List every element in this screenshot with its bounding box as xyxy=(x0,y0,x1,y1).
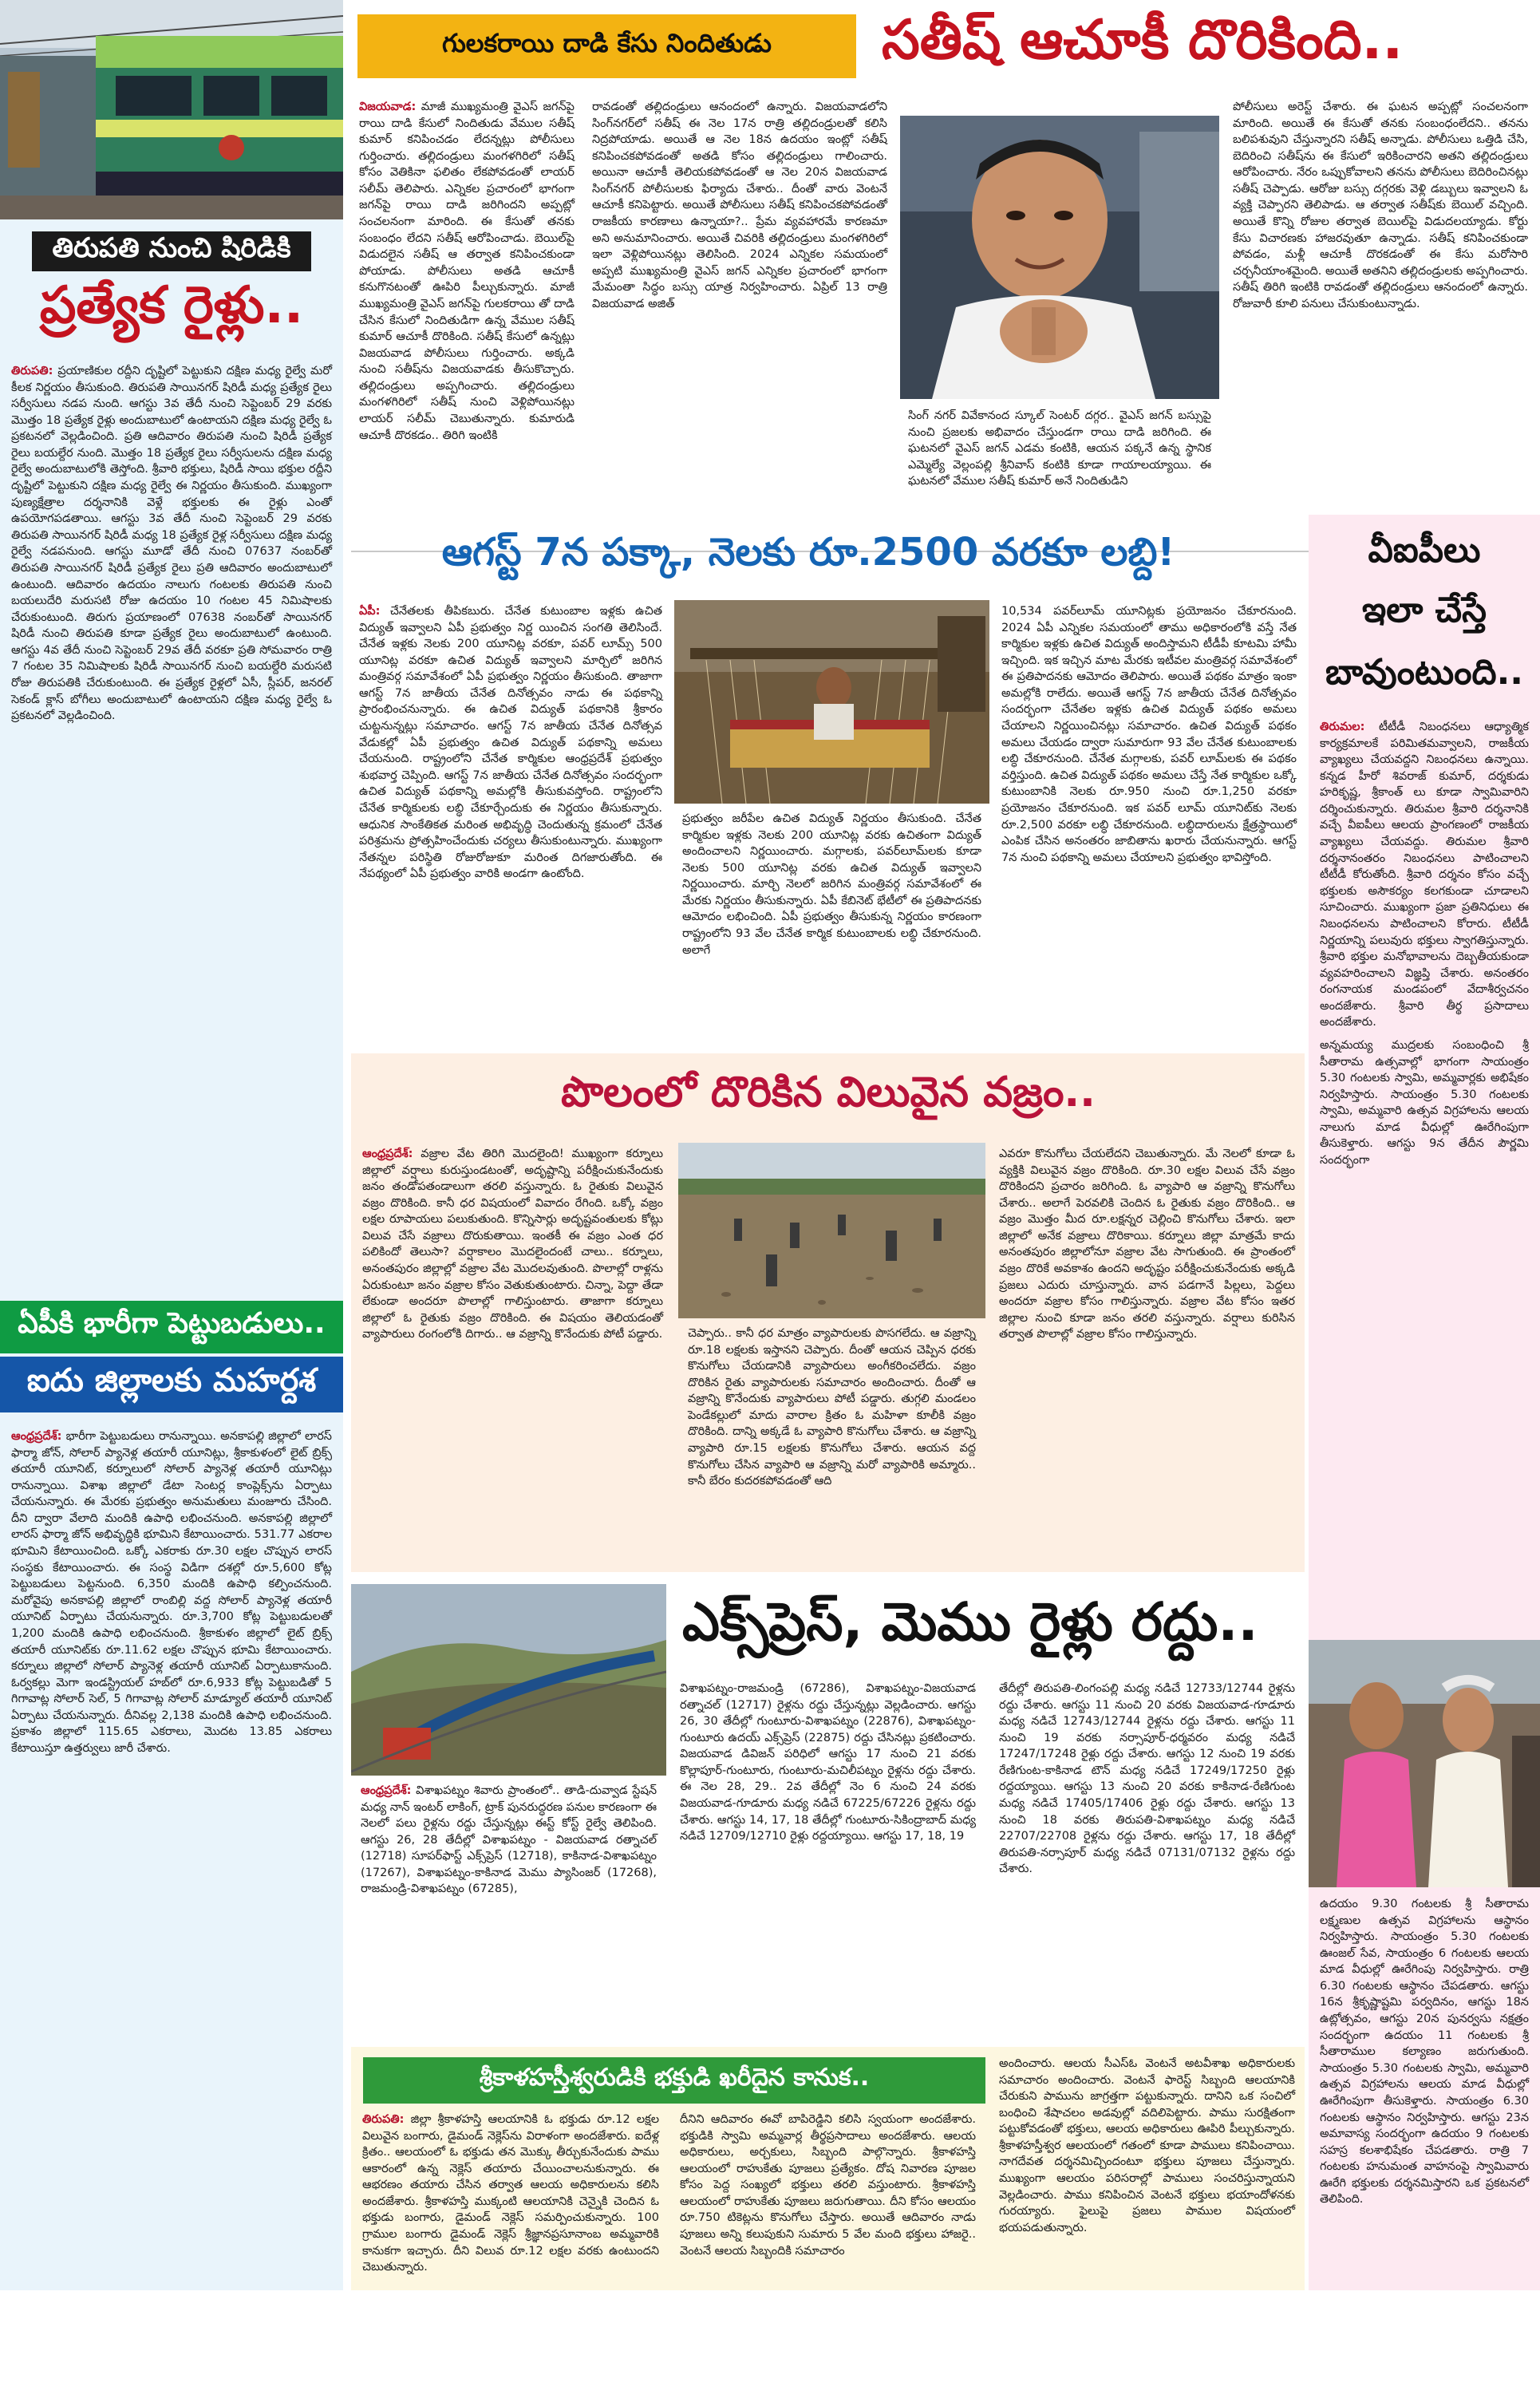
article-text: చెప్పారు.. కానీ ధర మాత్రం వ్యాపారులకు పొసగలేదు. ఆ వజ్రాన్ని రూ.18 లక్షలకు ఇస్తానని చెప్పారు. దీంతో ఆయన చెప్పిన ధరకు కొనుగోలు చేయడానికి వ్యాపారులు అంగీకరించలేదు. వజ్రం దొరికిన రైతు వ్యాపారులకు సమాచారం అందించారు. దీంతో ఆ వజ్రాన్ని కొనేందుకు వ్యాపారులు పోటీ పడ్డారు. తుగ్గలి మండలం పెండేకల్లులో మాదు వారాల క్రితం ఓ మహిళా కూలీకి వజ్రం దొరికింది. దాన్ని అక్కడే ఓ వ్యాపారి కొనుగోలు చేశారు. ఆ వజ్రాన్ని వ్యాపారి రూ.15 లక్షలకు కొనుగోలు చేశారు. ఆయన వద్ద కొనుగోలు చేసిన వ్యాపారి ఆ వజ్రాన్ని మరో వ్యాపారికి అమ్మారు.. కానీ బేరం కుదరకపోవడంతో ఆది xyxy=(688,1327,976,1488)
vip-headline-2: ఇలా చేస్తే xyxy=(1361,590,1487,630)
article-text: అందించారు. ఆలయ సీఎస్‌ఓ వెంటనే అటవీశాఖ అధికారులకు సమాచారం అందించారు. వెంటనే ఫారెస్ట్ సిబ్బంది ఆలయానికి చేరుకుని పామును జాగ్రత్తగా పట్టుకున్నారు. దానిని ఒక సంచిలో బంధించి శేషాచలం అడవుల్లో వదిలిపెట్టారు. పాము సురక్షితంగా పట్టుకోవడంతో భక్తులు, ఆలయ అధికారులు ఊపిరి పీల్చుకున్నారు. శ్రీకాళహస్తీశ్వర ఆలయంలో గతంలో కూడా పాములు కనిపించాయి. నాగదేవత దర్శనమిచ్చిందంటూ భక్తులు పూజలు చేస్తున్నారు. ముఖ్యంగా ఆలయం పరిసరాల్లో పాములు సంచరిస్తున్నాయని వెల్లడించారు. పాము కనిపించిన వెంటనే భక్తులు భయాందోళనకు గురయ్యారు. ఫైలుపై ప్రజలు పాముల విషయంలో భయపడుతున్నారు. xyxy=(999,2057,1295,2234)
article-text: సింగ్ నగర్ వివేకానంద స్కూల్ సెంటర్ దగ్గర.. వైఎస్ జగన్ బస్సుపై నుంచి ప్రజలకు అభివాదం చేస్తుండగా రాయి దాడి జరిగింది. ఈ ఘటనలో వైఎస్ జగన్ ఎడమ కంటికి, ఆయన పక్కనే ఉన్న స్థానిక ఎమ్మెల్యే వెల్లంపల్లి శ్రీనివాస్ కంటికి కూడా గాయాలయ్యాయి. ఈ ఘటనలో వేముల సతీష్ కుమార్ అనే నిందితుడిని xyxy=(908,409,1211,488)
article-text: ప్రభుత్వం జరీపేల ఉచిత విద్యుత్ నిర్ణయం తీసుకుంది. చేనేత కార్మికుల ఇళ్లకు నెలకు 200 యూనిట్ల వరకు ఉచితంగా విద్యుత్ అందించాలని నిర్ణయించారు. మగ్గాలకు, పవర్‌లూమ్‌లకు కూడా నెలకు 500 యూనిట్ల వరకు ఉచిత విద్యుత్ ఇవ్వాలని నిర్ణయించారు. మార్చి నెలలో జరిగిన మంత్రివర్గ సమావేశంలో ఈ మేరకు నిర్ణయం తీసుకున్నారు. ఏపీ కేబినెట్ భేటీలో ఈ ప్రతిపాదనకు ఆమోదం లభించింది. ఏపీ ప్రభుత్వం తీసుకున్న నిర్ణయం కారణంగా రాష్ట్రంలోని 93 వేల చేనేత కార్మిక కుటుంబాలకు లబ్ధి చేకూరనుంది. అలాగే xyxy=(682,812,981,957)
article-text: విశాఖపట్నం శివారు ప్రాంతంలో.. తాడి-దువ్వాడ స్టేషన్ మధ్య నాన్ ఇంటర్ లాకింగ్, ట్రాక్ పునరుద్ధరణ పనుల కారణంగా ఈ నెలలో పలు రైళ్లను రద్దు చేస్తున్నట్లు ఈస్ట్ కోస్ట్ రైల్వే తెలిపింది. ఆగస్టు 26, 28 తేదీల్లో విశాఖపట్నం - విజయవాడ రత్నాచల్ (12718) సూపర్‌ఫాస్ట్ ఎక్స్‌ప్రెస్ (12718), కాకినాడ-విశాఖపట్నం (17267), విశాఖపట్నం-కాకినాడ మెము ప్యాసింజర్ (17268), రాజమండ్రి-విశాఖపట్నం (67285), xyxy=(361,1784,657,1896)
train-photo xyxy=(0,0,343,219)
handloom-col-1 xyxy=(351,599,670,1045)
srikalahasti-col-2 xyxy=(670,2107,985,2290)
article-text: ఉదయం 9.30 గంటలకు శ్రీ సీతారామ లక్ష్మణుల ఉత్సవ విగ్రహాలను ఆస్థానం నిర్వహిస్తారు. సాయంత్రం 5.30 గంటలకు ఊంజల్ సేవ, సాయంత్రం 6 గంటలకు ఆలయ మాడ వీధుల్లో ఊరేగింపు నిర్వహిస్తారు. రాత్రి 6.30 గంటలకు ఆస్థానం చేపడతారు. ఆగస్టు 16న శ్రీకృష్ణాష్టమి పర్వదినం, ఆగస్టు 18న ఉట్లోత్సవం, ఆగస్టు 20న పునర్వసు నక్షత్రం సందర్భంగా ఉదయం 11 గంటలకు శ్రీ సీతారాముల కల్యాణం జరుగుతుంది. సాయంత్రం 5.30 గంటలకు స్వామి, అమ్మవారి ఉత్సవ విగ్రహాలను ఆలయ మాడ వీధుల్లో ఊరేగింపుగా తీసుకెళ్తారు. సాయంత్రం 6.30 గంటలకు ఆస్థానం నిర్వహిస్తారు. ఆగస్టు 23న అమావాస్య సందర్భంగా ఉదయం 9 గంటలకు సహస్ర కలశాభిషేకం చేపడతారు. రాత్రి 7 గంటలకు హనుమంత వాహనంపై స్వామివారు ఊరేగి భక్తులకు దర్శనమిస్తారని ఒక ప్రకటనలో తెలిపింది. xyxy=(1320,1898,1529,2206)
article-text: టీటీడీ నిబంధనలు ఆధ్యాత్మిక కార్యక్రమాలకే పరిమితమవ్వాలని, రాజకీయ వ్యాఖ్యలు చేయవద్దని నిబంధనలు ఉన్నాయి. కన్నడ హీరో శివరాజ్ కుమార్, దర్శకుడు హరికృష్ణ, శ్రీకాంత్ లు కూడా స్వామివారిని దర్శించుకున్నారు. తిరుమల శ్రీవారి దర్శనానికి వచ్చే వీఐపీలు ఆలయ ప్రాంగణంలో రాజకీయ వ్యాఖ్యలు చేయవద్దు. తిరుమల శ్రీవారి దర్శనానంతరం నిబంధనలు పాటించాలని టీటీడీ కోరుతోంది. శ్రీవారి దర్శనం కోసం వచ్చే భక్తులకు అసౌకర్యం కలగకుండా చూడాలని సూచించారు. ముఖ్యంగా ప్రజా ప్రతినిధులు ఈ నిబంధనలను పాటించాలని కోరారు. టీటీడీ నిర్ణయాన్ని పలువురు భక్తులు స్వాగతిస్తున్నారు. శ్రీవారి భక్తుల మనోభావాలను దెబ్బతీయకుండా వ్యవహరించాలని విజ్ఞప్తి చేశారు. అనంతరం రంగనాయక మండపంలో వేదాశీర్వచనం అందజేశారు. శ్రీవారి తీర్థ ప్రసాదాలు అందజేశారు. xyxy=(1320,721,1529,1029)
satish-col-4 xyxy=(1225,94,1536,541)
dateline: విజయవాడ: xyxy=(359,101,417,113)
srikalahasti-col-3 xyxy=(989,2051,1305,2290)
train-col-3 xyxy=(989,1676,1305,2035)
weaver-photo xyxy=(674,600,989,804)
tirupati-kicker: తిరుపతి నుంచి షిరిడికి xyxy=(32,231,311,271)
dateline: ఆంధ్రప్రదేశ్: xyxy=(11,1430,62,1443)
vip-headline-1: వీఐపీలు xyxy=(1368,530,1481,571)
article-text: వజ్రాల వేట తిరిగి మొదలైంది! ముఖ్యంగా కర్నూలు జిల్లాలో వర్షాలు కురుస్తుండటంతో, అదృష్టాన్ని పరీక్షించుకునేందుకు జనం తండోపతండాలుగా తరలి వస్తున్నారు. ఓ రైతుకు విలువైన వజ్రం దొరికింది. కానీ ధర విషయంలో వివాదం రేగింది. ఒక్కో వజ్రం లక్షల రూపాయలు పలుకుతుంది. కొన్నిసార్లు అదృష్టవంతులకు కోట్లు విలువ చేసే వజ్రాలు దొరుకుతాయి. ఇంతకీ ఈ వజ్రం ఎంత ధర పలికిందో తెలుసా? వర్షాకాలం మొదలైందంటే చాలు.. కర్నూలు, అనంతపురం జిల్లాల్లో వజ్రాల వేట మొదలవుతుంది. పొలాల్లో రాళ్లను ఏరుకుంటూ జనం వజ్రాల కోసం వెతుకుతుంటారు. చిన్నా, పెద్దా తేడా లేకుండా అందరూ పొలాల్లో గాలిస్తుంటారు. తాజాగా కర్నూలు జిల్లాలో ఓ రైతుకు వజ్రం దొరికింది. ఈ విషయం తెలియడంతో వ్యాపారులు రంగంలోకి దిగారు.. ఆ వజ్రాన్ని కొనేందుకు పోటీ పడ్డారు. xyxy=(362,1148,663,1341)
satish-kicker: గులకరాయి దాడి కేసు నిందితుడు xyxy=(357,14,856,78)
article-text: జిల్లా శ్రీకాళహస్తి ఆలయానికి ఓ భక్తుడు రూ.12 లక్షల విలువైన బంగారు, డైమండ్ నెక్లెస్‌ను విరాళంగా అందజేశారు. ఐదేళ్ల క్రితం.. ఆలయంలో ఓ భక్తుడు తన మొక్కు తీర్చుకునేందుకు పాము ఆకారంలో ఉన్న నెక్లెస్ తయారు చేయించాలనుకున్నారు. ఈ ఆభరణం తయారు చేసిన తర్వాత ఆలయ అధికారులను కలిసి అందజేశారు. శ్రీకాళహస్తి ముక్కంటి ఆలయానికి చెన్నైకి చెందిన ఓ భక్తుడు బంగారు, డైమండ్ నెక్లెస్ సమర్పించుకున్నారు. 100 గ్రాముల బంగారు డైమండ్ నెక్లెస్ శ్రీజ్ఞానప్రసూనాంబ అమ్మవారికి కానుకగా ఇచ్చారు. దీని విలువ రూ.12 లక్షల వరకు ఉంటుందని చెబుతున్నారు. xyxy=(362,2113,659,2274)
jagan-photo xyxy=(900,116,1219,399)
investment-headline-2: ఐదు జిల్లాలకు మహర్దశ xyxy=(0,1357,343,1412)
article-text: ఎవరూ కొనుగోలు చేయలేదని చెబుతున్నారు. మే నెలలో కూడా ఓ వ్యక్తికి విలువైన వజ్రం దొరికింది. రూ.30 లక్షల విలువ చేసే వజ్రం దొరికిందని ప్రచారం జరిగింది. ఓ వ్యాపారి ఆ వజ్రాన్ని కొనుగోలు చేశారు.. అలాగే పెరవలికి చెందిన ఓ రైతుకు వజ్రం దొరికింది.. ఆ వజ్రం మొత్తం మీద రూ.లక్షన్నర చెల్లించి కొనుగోలు చేశారు. ఇలా జిల్లాలో అనేక వజ్రాలు దొరికాయి. కర్నూలు జిల్లా మాత్రమే కాదు అనంతపురం జిల్లాలోనూ వజ్రాల వేట సాగుతుంది. ఈ ప్రాంతంలో వజ్రం దొరికే అవకాశం ఉందని అదృష్టం పరీక్షించుకునేందుకు అక్కడి ప్రజలు ఎదురు చూస్తున్నారు. వాన పడగానే పిల్లలు, పెద్దలు అందరూ వజ్రాల కోసం గాలిస్తున్నారు. వజ్రాల వేట కోసం ఇతర జిల్లాల నుంచి కూడా జనం తరలి వస్తున్నారు. వర్షాలు కురిసిన తర్వాత పొలాల్లో వజ్రాల కోసం గాలిస్తున్నారు. xyxy=(999,1148,1295,1341)
diamond-col-1 xyxy=(351,1141,674,1568)
article-text: భారీగా పెట్టుబడులు రానున్నాయి. అనకాపల్లి జిల్లాలో లారస్ ఫార్మా జోన్, సోలార్ ప్యానెళ్ల తయారీ యూనిట్లు, శ్రీకాకుళంలో లైట్ బ్రిక్స్ తయారీ యూనిట్, కర్నూలులో సోలార్ ప్యానెళ్ల తయారీ యూనిట్లు రానున్నాయి. విశాఖ జిల్లాలో డేటా సెంటర్ల కాంప్లెక్స్‌ను ఏర్పాటు చేయనున్నారు. ఈ మేరకు ప్రభుత్వం అనుమతులు మంజూరు చేసింది. దీని ద్వారా వేలాది మందికి ఉపాధి లభించనుంది. అనకాపల్లి జిల్లాలో లారస్ ఫార్మా జోన్ అభివృద్ధికి భూమిని కేటాయించారు. 531.77 ఎకరాల భూమిని కేటాయించింది. ఒక్కో ఎకరాకు రూ.30 లక్షల చొప్పున లారస్ సంస్థకు కేటాయించారు. ఈ సంస్థ విడిగా దశల్లో రూ.5,600 కోట్ల పెట్టుబడులు పెట్టనుంది. 6,350 మందికి ఉపాధి కల్పించనుంది. మరోవైపు అనకాపల్లి జిల్లాలో రాంబిల్లి వద్ద సోలార్ ప్యానెళ్ల తయారీ యూనిట్ ఏర్పాటు చేయనున్నారు. రూ.3,700 కోట్ల పెట్టుబడులతో 1,200 మందికి ఉపాధి లభించనుంది. శ్రీకాకుళం జిల్లాలో లైట్ బ్రిక్స్ తయారీ యూనిట్‌కు రూ.11.62 లక్షల చొప్పున భూమి కేటాయించారు. కర్నూలు జిల్లాలో సోలార్ ప్యానెళ్ల తయారీ యూనిట్ ఏర్పాటుకానుంది. ఓర్వకల్లు మెగా ఇండస్ట్రియల్ హబ్‌లో రూ.6,933 కోట్ల పెట్టుబడితో 5 గిగావాట్ల సోలార్ సెల్, 5 గిగావాట్ల సోలార్ మాడ్యూల్ తయారీ యూనిట్ ఏర్పాటు చేయనున్నారు. దీనివల్ల 2,138 మందికి ఉపాధి లభించనుంది. ప్రకాశం జిల్లాలో 115.65 ఎకరాలు, మొదట 13.85 ఎకరాలు కేటాయిస్తూ ఉత్తర్వులు జారీ చేశారు. xyxy=(11,1430,332,1755)
handloom-headline: ఆగస్ట్ 7న పక్కా, నెలకు రూ.2500 వరకూ లబ్ది! xyxy=(441,529,1175,575)
dateline: ఏపీ: xyxy=(359,605,381,618)
dateline: తిరుమల: xyxy=(1320,721,1365,733)
investment-body xyxy=(0,1420,343,2290)
article-text: దీనిని ఆదివారం ఈవో బాపిరెడ్డిని కలిసి స్వయంగా అందజేశారు. భక్తుడికి స్వామి అమ్మవార్ల తీర్థప్రసాదాలు అందజేశారు. ఆలయ అధికారులు, అర్చకులు, సిబ్బంది పాల్గొన్నారు. శ్రీకాళహస్తి ఆలయంలో రాహుకేతు పూజలు ప్రత్యేకం. దోష నివారణ పూజల కోసం పెద్ద సంఖ్యలో భక్తులు తరలి వస్తుంటారు. శ్రీకాళహస్తి ఆలయంలో రాహుకేతు పూజలు జరుగుతాయి. దీని కోసం ఆలయం రూ.750 టికెట్లను కొనుగోలు చేస్తారు. అయితే ఆదివారం నాడు పూజలు అన్ని కలుపుకుని సుమారు 5 వేల మంది భక్తులు హాజరై.. వెంటనే ఆలయ సిబ్బందికి సమాచారం xyxy=(680,2113,976,2258)
article-text: 10,534 పవర్‌లూమ్ యూనిట్లకు ప్రయోజనం చేకూరనుంది. 2024 ఏపీ ఎన్నికల సమయంలో తాము అధికారంలోకి వస్తే నేత కార్మికుల ఇళ్లకు ఉచిత విద్యుత్ అందిస్తామని టీడీపీ కూటమి హామీ ఇచ్చింది. ఇక ఇచ్చిన మాట మేరకు ఇటీవల మంత్రివర్గ సమావేశంలో ఈ ప్రతిపాదనకు ఆమోదం తెలిపారు. అయితే పథకం మాత్రం ఇంకా అమల్లోకి రాలేదు. అయితే ఆగస్ట్ 7న జాతీయ చేనేత దినోత్సవం సందర్భంగా చేనేతల ఇళ్లకు ఉచిత విద్యుత్ పథకం అమలు చేయాలని నిర్ణయించినట్లు సమాచారం. ఉచిత విద్యుత్ పథకం అమలు చేయడం ద్వారా సుమారుగా 93 వేల చేనేత కుటుంబాలకు లబ్ధి చేకూరనుంది. చేనేత మగ్గాలకు, పవర్ లూమ్‌లకు ఈ పథకం వర్తిస్తుంది. ఉచిత విద్యుత్ పథకం అమలు చేస్తే నేత కార్మికుల ఒక్కో కుటుంబానికి నెలకు రూ.950 నుంచి రూ.1,250 వరకూ ప్రయోజనం చేకూరనుంది. ఇక పవర్ లూమ్ యూనిట్‌కు నెలకు రూ.2,500 వరకూ లబ్ధి చేకూరనుంది. లబ్ధిదారులను క్షేత్రస్థాయిలో ఎంపిక చేసిన అనంతరం జాబితాను ఖరారు చేయనున్నారు. ఆగస్ట్ 7న నుంచి పథకాన్ని అమలు చేయాలని ప్రభుత్వం భావిస్తోంది. xyxy=(1001,605,1297,864)
train-col-1 xyxy=(351,1778,666,2033)
srikalahasti-headline: శ్రీకాళహస్తీశ్వరుడికి భక్తుడి ఖరీదైన కానుక.. xyxy=(363,2057,985,2104)
dateline: తిరుపతి: xyxy=(362,2113,405,2126)
vip-photo-body xyxy=(1309,1891,1540,2290)
diamond-headline: పొలంలో దొరికిన విలువైన వజ్రం.. xyxy=(561,1068,1096,1116)
temple-photo xyxy=(1309,1640,1540,1887)
article-text: చేనేతలకు తీపికబురు. చేనేత కుటుంబాల ఇళ్లకు ఉచిత విద్యుత్ ఇవ్వాలని ఏపీ ప్రభుత్వం నిర్ణ యించిన సంగతి తెలిసిందే. చేనేత ఇళ్లకు నెలకు 200 యూనిట్ల వరకూ, పవర్ లూమ్స్ 500 యూనిట్ల వరకూ ఉచిత విద్యుత్ ఇవ్వాలని మార్చిలో జరిగిన మంత్రివర్గ సమావేశంలో ఏపీ ప్రభుత్వం నిర్ణయం తీసుకుంది. తాజాగా ఆగస్ట్ 7న జాతీయ చేనేత దినోత్సవం నాడు ఈ పథకాన్ని ప్రారంభించనున్నారు. ఈ ఉచిత విద్యుత్ పథకానికి శ్రీకారం చుట్టనున్నట్లు సమాచారం. ఆగస్ట్ 7న జాతీయ చేనేత దినోత్సవ వేడుకల్లో ఏపీ ప్రభుత్వం ఉచిత విద్యుత్ పథకాన్ని అమలు చేయనుంది. రాష్ట్రంలోని చేనేత కార్మికుల ఆంధ్రప్రదేశ్ ప్రభుత్వం శుభవార్త చెప్పింది. ఆగస్ట్ 7న జాతీయ చేనేత దినోత్సవం సందర్భంగా ఉచిత విద్యుత్ పథకాన్ని అమల్లోకి తీసుకువస్తోంది. రాష్ట్రంలోని చేనేత కార్మికులకు లబ్ధి చేకూర్చేందుకు ఈ నిర్ణయం తీసుకున్నారు. ఆధునిక సాంకేతికత మరింత అభివృద్ధి చెందుతున్న క్రమంలో చేనేత పరిశ్రమను ప్రోత్సహించేందుకు చర్యలు తీసుకుంటున్నారు. ముఖ్యంగా నేతన్నల పరిస్థితి రోజురోజుకూ మరింత దిగజారుతోంది. ఈ నేపథ్యంలో ఏపీ ప్రభుత్వం వారికి అండగా ఉంటోంది. xyxy=(359,605,662,881)
vip-body xyxy=(1309,714,1540,1636)
satish-col-2 xyxy=(584,94,895,541)
train-col-2 xyxy=(670,1676,985,2035)
handloom-col-2 xyxy=(674,806,989,1045)
tirupati-body xyxy=(0,355,343,1265)
article-text: అన్నమయ్య ముద్రలకు సంబంధించి శ్రీ సీతారామ ఉత్సవాల్లో భాగంగా సాయంత్రం 5.30 గంటలకు స్వామి, అమ్మవార్లకు అభిషేకం నిర్వహిస్తారు. సాయంత్రం 5.30 గంటలకు స్వామి, అమ్మవారి ఉత్సవ విగ్రహాలను ఆలయ నాలుగు మాడ వీధుల్లో ఊరేగింపుగా తీసుకెళ్తారు. ఆగస్టు 9న తేదీన పౌర్ణమి సందర్భంగా xyxy=(1320,1038,1529,1167)
investment-headline-1: ఏపీకి భారీగా పెట్టుబడులు.. xyxy=(0,1301,343,1353)
vip-headline-3: బావుంటుంది.. xyxy=(1325,651,1524,693)
diamond-col-3 xyxy=(989,1141,1305,1568)
article-text: మాజీ ముఖ్యమంత్రి వైఎస్ జగన్‌పై రాయి దాడి కేసులో నిందితుడు వేముల సతీష్ కుమార్ కనిపించడం లేదన్నట్లు పోలీసులు గుర్తించారు. తల్లిదండ్రులు మంగళగిరి‌లో సతీష్ కోసం వెతికినా ఫలితం లేకపోవడంతో లాయర్ సలీమ్ తెలిపారు. ఎన్నికల ప్రచారంలో భాగంగా జగన్‌పై రాయి దాడి జరిగిందని అప్పట్లో సంచలనంగా మారింది. ఈ కేసుతో తనకు సంబంధం లేదని సతీష్ ఆరోపించాడు. బెయిల్‌పై విడుదలైన సతీష్ ఆ తర్వాత కనిపించకుండా పోయాడు. పోలీసులు అతడి ఆచూకీ కనుగొనటంతో ఊపిరి పీల్చుకున్నారు. మాజీ ముఖ్యమంత్రి వైఎస్ జగన్‌పై గులకరాయి తో దాడి చేసిన కేసులో నిందితుడిగా ఉన్న వేముల సతీష్ కుమార్ ఆచూకీ దొరికింది. సతీష్ కేసులో ఉన్నట్లు విజయవాడ పోలీసులు గుర్తించారు. అక్కడి నుంచి సతీష్‌ను విజయవాడకు తీసుకొచ్చారు. తల్లిదండ్రులు అప్పగించారు. తల్లిదండ్రులు మంగళగిరిలో సతీష్ నుంచి వెళ్లిపోయినట్లు లాయర్ సలీమ్ చెబుతున్నారు. కుమారుడి ఆచూకీ దొరకడం.. తిరిగి ఇంటికి xyxy=(359,101,575,442)
satish-col-1 xyxy=(351,94,582,541)
article-text: విశాఖపట్నం-రాజమండ్రి (67286), విశాఖపట్నం-విజయవాడ రత్నాచల్ (12717) రైళ్లను రద్దు చేస్తున్నట్లు వెల్లడించారు. ఆగస్టు 26, 30 తేదీల్లో గుంటూరు-విశాఖపట్నం (22876), విశాఖపట్నం-గుంటూరు ఉదయ్ ఎక్స్‌ప్రెస్ (22875) రద్దు చేసినట్లు ప్రకటించారు. విజయవాడ డివిజన్ పరిధిలో ఆగస్టు 17 నుంచి 21 వరకు కొల్లాపూర్-గుంటూరు, గుంటూరు-మచిలీపట్నం రైళ్లను రద్దు చేశారు. ఈ నెల 28, 29.. 2వ తేదీల్లో నెం 6 నుంచి 24 వరకు విజయవాడ-గూడూరు మధ్య నడిచే 67225/67226 రైళ్లను రద్దు చేశారు. ఆగస్టు 14, 17, 18 తేదీల్లో గుంటూరు-సికింద్రాబాద్ మధ్య నడిచే 12709/12710 రైళ్లు రద్దయ్యాయి. ఆగస్టు 17, 18, 19 xyxy=(680,1682,976,1843)
field-photo xyxy=(678,1143,985,1318)
srikalahasti-col-1 xyxy=(351,2107,670,2290)
article-text: తేదీల్లో తిరుపతి-లింగంపల్లి మధ్య నడిచే 12733/12744 రైళ్లను రద్దు చేశారు. ఆగస్టు 11 నుంచి 20 వరకు విజయవాడ-గూడూరు మధ్య నడిచే 12743/12744 రైళ్లను రద్దు చేశారు. ఆగస్టు 11 నుంచి 19 వరకు నర్సాపూర్-ధర్మవరం మధ్య నడిచే 17247/17248 రైళ్లు రద్దు చేశారు. ఆగస్టు 12 నుంచి 19 వరకు రేణిగుంట-కాకినాడ టౌన్ మధ్య నడిచే 17249/17250 రైళ్లు రద్దయ్యాయి. ఆగస్టు 13 నుంచి 20 వరకు కాకినాడ-రేణిగుంట మధ్య నడిచే 17405/17406 రైళ్లు రద్దు చేశారు. ఆగస్టు 13 నుంచి 18 వరకు తిరుపతి-విశాఖపట్నం మధ్య నడిచే 22707/22708 రైళ్లను రద్దు చేశారు. ఆగస్టు 17, 18 తేదీల్లో తిరుపతి-నర్సాపూర్ మధ్య నడిచే 07131/07132 రైళ్లను రద్దు చేశారు. xyxy=(999,1682,1295,1876)
tirupati-headline: ప్రత్యేక రైళ్లు.. xyxy=(39,275,304,335)
satish-headline: సతీష్ ఆచూకీ దొరికింది.. xyxy=(882,8,1404,72)
diamond-col-2 xyxy=(678,1321,985,1568)
handloom-col-3 xyxy=(993,599,1305,1045)
dateline: ఆంధ్రప్రదేశ్: xyxy=(362,1148,413,1160)
dateline: తిరుపతి: xyxy=(11,365,53,377)
dateline: ఆంధ్రప్రదేశ్: xyxy=(361,1784,412,1797)
article-text: రావడంతో తల్లిదండ్రులు ఆనందంలో ఉన్నారు. విజయవాడలోని సింగ్‌నగర్‌లో సతీష్ ఈ నెల 17న రాత్రి తల్లిదండ్రులతో కలిసి నిద్రపోయాడు. అయితే ఆ నెల 18న ఉదయం ఇంట్లో సతీష్ కనిపించకపోవడంతో అతడి కోసం తల్లిదండ్రులు గాలించారు. అయినా ఆచూకీ తెలియకపోవడంతో ఆ నెల 20న విజయవాడ సింగ్‌నగర్ పోలీసులకు ఫిర్యాదు చేశారు.. దీంతో వారు వెంటనే ఆచూకీ కనిపెట్టారు. అయితే పోలీసులు సతీష్ కనిపించకపోవడంతో రాజకీయ కారణాలు ఉన్నాయా?.. ప్రేమ వ్యవహారమే కారణమా అని అనుమానించారు. అయితే చివరికి తల్లిదండ్రులు మంగళగిరిలో ఇలా వెళ్లిపోయినట్లు తెలిసింది. 2024 ఎన్నికల సమయంలో అప్పటి ముఖ్యమంత్రి వైఎస్ జగన్ ఎన్నికల ప్రచారంలో భాగంగా మేమంతా సిద్ధం బస్సు యాత్ర నిర్వహించారు. ఏప్రిల్ 13 రాత్రి విజయవాడ అజిత్ xyxy=(592,101,887,310)
train-cancel-headline: ఎక్స్‌ప్రెస్, మెము రైళ్లు రద్దు.. xyxy=(682,1590,1258,1653)
article-text: పోలీసులు అరెస్ట్ చేశారు. ఈ ఘటన అప్పట్లో సంచలనంగా మారింది. అయితే ఈ కేసుతో తనకు సంబంధంలేదని.. తనను బలిపశువుని చేస్తున్నారని సతీష్ అన్నాడు. పోలీసులు ఒత్తిడి చేసి, బెదిరించి సతీష్‌ను ఈ కేసులో ఇరికించారని అతని తల్లిదండ్రులు ఆరోపించారు. నేరం ఒప్పుకోవాలని తనను పోలీసులు బెదిరించినట్లు సతీష్ చెప్పాడు. ఆరోజు బస్సు దగ్గరకు వెళ్లి డబ్బులు ఇవ్వాలని ఓ వ్యక్తి చెప్పారని తెలిపాడు. ఆ తర్వాత సతీష్‌కు బెయిల్ వచ్చింది. అయితే కొన్ని రోజుల తర్వాత బెయిల్‌పై విడుదలయ్యాడు. కోర్టు కేసు విచారణకు హాజరవుతూ ఉన్నాడు. సతీష్ కనిపించకుండా పోవడం, మళ్లీ ఆచూకీ దొరకడంతో ఈ కేసు మరోసారి చర్చనీయాంశమైంది. అయితే అతనిని తల్లిదండ్రులకు అప్పగించారు. సతీష్ తిరిగి ఇంటికి రావడంతో తల్లిదండ్రులు ఆనందంలో ఉన్నారు. రోజువారీ కూలి పనులు చేసుకుంటున్నాడు. xyxy=(1233,101,1528,310)
article-text: ప్రయాణికుల రద్దీని దృష్టిలో పెట్టుకుని దక్షిణ మధ్య రైల్వే మరో కీలక నిర్ణయం తీసుకుంది. తిరుపతి సాయినగర్ షిరిడీ మధ్య ప్రత్యేక రైలు సర్వీసులు నడప నుంది. ఆగస్టు 3వ తేదీ నుంచి సెప్టెంబర్ 29 వరకు మొత్తం 18 ప్రత్యేక రైళ్లు అందుబాటులో ఉంటాయని దక్షిణ మధ్య రైల్వే ఓ ప్రకటనలో వెల్లడించింది. ప్రతి ఆదివారం తిరుపతి నుంచి షిరిడీ ప్రత్యేక రైలు బయల్దేర నుంది. మొత్తం 18 ప్రత్యేక రైలు సర్వీసులను దక్షిణ మధ్య రైల్వే అందుబాటులోకి తెస్తోంది. శ్రీవారి భక్తులు, షిరిడీ సాయి భక్తుల రద్దీని దృష్టిలో పెట్టుకుని దక్షిణ మధ్య రైల్వే ఈ నిర్ణయం తీసుకుంది. ముఖ్యంగా పుణ్యక్షేత్రాల దర్శనానికి వెళ్లే భక్తులకు ఈ రైళ్లు ఎంతో ఉపయోగపడతాయి. ఆగస్టు 3వ తేదీ నుంచి సెప్టెంబర్ 29 వరకు తిరుపతి సాయినగర్ షిరిడీ మధ్య 18 ప్రత్యేక రైళ్ల సర్వీసులు దక్షిణ మధ్య రైల్వే నడపనుంది. ఆగస్టు మూడో తేదీ నుంచి 07637 నంబర్‌తో తిరుపతి సాయినగర్ షిరిడీ ప్రత్యేక రైలు ప్రతి ఆదివారం అందుబాటులో ఉంటుంది. ఆదివారం ఉదయం నాలుగు గంటలకు తిరుపతి నుంచి బయలుదేరి మరుసటి రోజు ఉదయం 10 గంటల 45 నిమిషాలకు చేరుకుంటుంది. తిరుగు ప్రయాణంలో 07638 నంబర్‌తో సాయినగర్ షిరిడీ నుంచి తిరుపతి కూడా ప్రత్యేక రైలు అందుబాటులో ఉంటుంది. ఆగస్టు 4వ తేదీ నుంచి సెప్టెంబర్ 29వ తేదీ వరకూ ప్రతి సోమవారం రాత్రి 7 గంటల 35 నిమిషాలకు షిరిడీ సాయినగర్ నుంచి బయల్దేరి మరుసటి రోజు తిరుపతికి చేరుకుంటుంది. ఈ ప్రత్యేక రైళ్లలో ఏసీ, స్లీపర్, జనరల్ సెకండ్ క్లాస్ బోగీలు అందుబాటులో ఉంటాయని దక్షిణ మధ్య రైల్వే ఓ ప్రకటనలో వెల్లడించింది. xyxy=(11,365,332,723)
express-train-photo xyxy=(351,1584,666,1776)
